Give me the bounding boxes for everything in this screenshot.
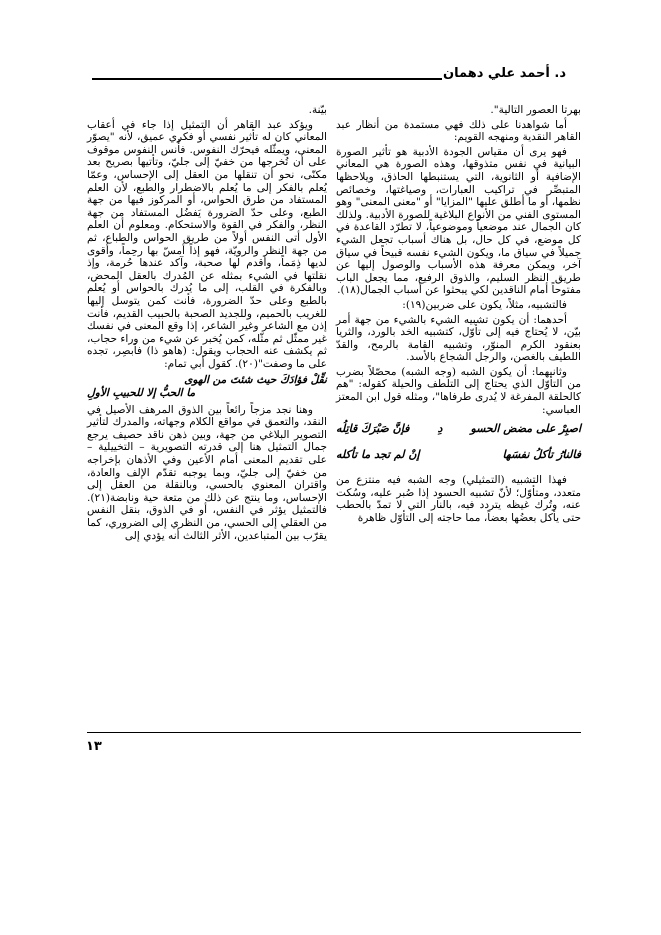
paragraph: بيّنة. [308,104,327,116]
poem-hemistich: فالنارُ تأكلُ نفسَها [502,448,581,462]
poem-hemistich: اصبِرْ على مضض الحسو [470,422,581,436]
page-number: ١٣ [86,739,102,754]
header-rule [92,78,442,80]
paragraph: فهذا التشبيه (التمثيلي) وجه الشبه فيه منتزع من متعدد، ومتأوّل؛ لأنّ تشبيه الحسود إذا صُبر عليه، وسُكت عنه، وتُرك غيظه يتردد فيه، بالنار التي لا تمدّ بالحطب حتى يأكل بعضُها بعضاً، مما حاجته إلى التأوّل ظاهرة [336,474,581,525]
paragraph: بهرتا العصور التالية". [490,104,581,116]
paragraph: أما شواهدنا على ذلك فهي مستمدة من أنظار عبد القاهر النقدية ومنهجه القويم: [336,118,581,144]
poem-hemistich: دِ [437,422,443,436]
paragraph: فهو يرى أن مقياس الجودة الأدبية هو تأثير الصورة البيانية في نفس متذوقها، وهذه الصورة هي المعاني الإضافية أو الثانوية، التي يستنبطها الحاذق، ويلاحظها المتبصِّر في تراكيب العبارات، وصياغتها، وخصائص نظمها، أو ما أطلق عليها "المزايا" أو "معنى المعنى" وهو المستوى الفني من الأنواع البلاغية للصورة الأدبية. ولذلك كان الجمال عند موضعياً وموضوعياً، لا تطرّد القاعدة في كل موضع، في كل حال، بل هناك أسباب تجعل الشيء جميلاً في سياق ما، ويكون الشيء نفسه قبيحاً في سياق آخر، ويمكن معرفة هذه الأسباب والوصول إليها عن طريق النظر السليم، والذوق الرفيع، مما يجعل الباب مفتوحاً أمام الناقدين لكي يبحثوا عن أسباب الجمال(١٨). [336,145,581,297]
paragraph: وهنا نجد مزجاً رائعاً بين الذوق المرهف الأصيل في النقد، والتعمق في مواقع الكلام وجهاته، والمدرك لتأثير التصوير البلاغي من جهة، وبين ذهن ناقد حصيف يرجع جمال التمثيل هنا إلى قدرته التصويرية – التخييلية – على تقديم المعنى أمام الأعين وفي الأذهان بإخراجه من خفيّ إلى جليّ، وبما يوجبه تقدّم الإلف والعادة، واقتران المعنوي بالحسي، وبالنقلة من العقل إلى الإحساس، وما ينتج عن ذلك من متعة حية ونابضة(٢١). فالتمثيل يؤثر في النفس، أو في الذوق، بنقل النفس من العقلي إلى الحسي، من النظري إلى الضروري، كما يقرّب بين المتباعدين، الأثر الثالث أنه يؤدي إلى [87,403,327,542]
verse-second-hemistich: ما الحبُّ إلا للحبيبِ الأولِ [87,387,196,400]
right-column [336,104,581,527]
poem-line [336,422,581,436]
running-header [92,62,574,90]
poem-hemistich: فإنَّ صَبْرَكَ قاتِلُه [336,422,410,436]
poem-hemistich: إنْ لم تجد ما تأكله [336,448,420,462]
paragraph: فالتشبيه، مثلاً، يكون على ضربين(١٩): [402,298,567,311]
paragraph: وثانيهما: أن يكون الشبه (وجه الشبه) محصّلاً بضرب من التأوّل الذي يحتاج إلى التلطف والحيلة كقوله: "هم كالحلقة المفرغة لا يُدرى طرفاها"، ومثله قول ابن المعتز العباسي: [336,365,581,416]
paragraph: أحدهما: أن يكون تشبيه الشيء بالشيء من جهة أمر بيّن، لا يُحتاج فيه إلى تأوّل، كتشبيه الخد بالورد، والثريا بعنقود الكرم المنوّر، وتشبيه القامة بالرمح، والقدّ اللطيف بالغصن، والرجل الشجاع بالأسد. [336,313,581,364]
author-name: د. أحمد علي دهمان [443,66,566,81]
poem-line [336,448,581,462]
footer-rule [87,732,581,733]
verse [87,374,327,399]
left-column [87,104,327,544]
poem [336,422,581,462]
verse-first-hemistich: نقِّلْ فؤادَكَ حيث شئتَ من الهوى [184,374,327,387]
paragraph: ويؤكد عبد القاهر أن التمثيل إذا جاء في أعقاب المعاني كان له تأثير نفسي أو فكري عميق، لأنه "يصوّر المعنى، ويمثّله فيحرّك النفوس. فأُنس النفوس موقوف على أن تُخرجها من خفيّ إلى جليّ، وتأتيها بصريح بعد مكنّى، نحو أن تنقلها من العقل إلى الإحساس، وعمّا يُعلم بالفكر إلى ما يُعلم بالاضطرار والطبع، لأن العلم المستفاد من طرق الحواس، أو المركوز فيها من جهة الطبع، وعلى حدّ الضرورة يَفضُل المستفاد من جهة النظر، والفكر في القوة والاستحكام. ومعلوم أن العلم الأول أتى النفس أولاً من طريق الحواس والطباع، ثم من جهة النظر والرويّة، فهو إذاً أمسّ بها رحِماً، وأقوى لديها ذِمَماً، وأقدم لها صحبة، وآكد عندها حُرمة، وإذ نقلتها في الشيء بمثله عن المُدرك بالعقل المحض، وبالفكرة في القلب، إلى ما يُدرك بالحواس أو يُعلم بالطبع وعلى حدّ الضرورة، فأنت كمن يتوسل إليها للغريب بالحميم، وللجديد الصحبة بالحبيب القديم، فأنت إذن مع الشاعر وغير الشاعر، إذا وقع المعنى في نفسك غير ممثّل ثم مثّله، كمن يُخبر عن شيء من وراء حجاب، ثم يكشف عنه الحجاب ويقول: (هاهو ذا) فأبصِر، تجده على ما وصفت"(٢٠). كقول أبي تمام: [87,118,327,370]
